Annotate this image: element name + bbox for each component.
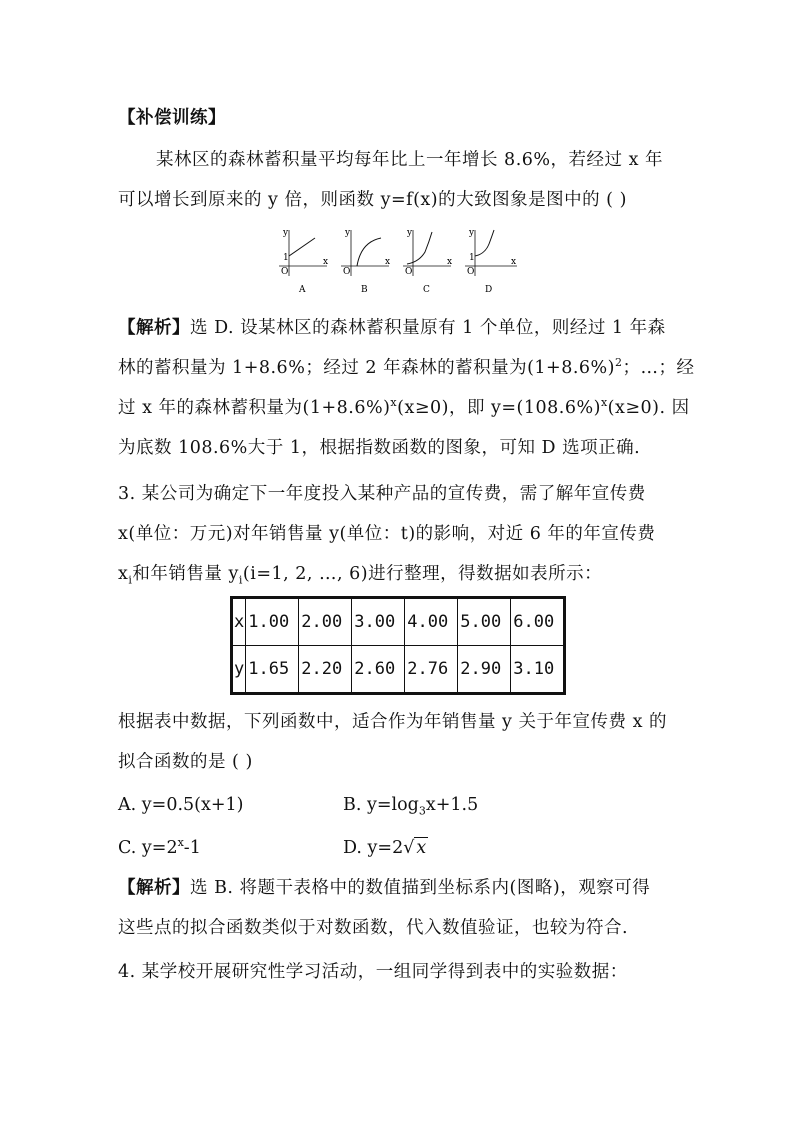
problem3-line3-a: x: [118, 564, 129, 584]
fig-b-y-label: y: [345, 228, 351, 238]
table-cell: 1.00: [246, 598, 299, 646]
question3-line1: 根据表中数据，下列函数中，适合作为年销售量 y 关于年宣传费 x 的: [118, 712, 668, 732]
problem1-line1: 某林区的森林蓄积量平均每年比上一年增长 8.6%，若经过 x 年: [156, 150, 664, 170]
option-c-sup: x: [177, 836, 184, 850]
table-cell: 3.10: [511, 646, 565, 694]
option-c-b: -1: [183, 838, 201, 858]
fig-a-y-label: y: [283, 228, 289, 238]
fig-b-label: B: [361, 285, 368, 295]
fig-d-label: D: [485, 285, 493, 295]
table-cell: 2.76: [405, 646, 458, 694]
table-cell: 1.65: [246, 646, 299, 694]
problem3-line1: 3. 某公司为确定下一年度投入某种产品的宣传费，需了解年宣传费: [118, 484, 646, 504]
option-c-a: C. y=2: [118, 838, 178, 858]
option-d: [343, 836, 428, 860]
analysis1-line4: 为底数 108.6%大于 1，根据指数函数的图象，可知 D 选项正确.: [118, 438, 641, 458]
problem1-line2: 可以增长到原来的 y 倍，则函数 y=f(x)的大致图象是图中的 ( ): [118, 190, 627, 210]
fig-a-origin: O: [281, 267, 289, 277]
fig-c-label: C: [423, 285, 430, 295]
table-cell: 2.00: [299, 598, 352, 646]
analysis3-line1: [118, 876, 650, 900]
analysis1-line1-text: 选 D. 设某林区的森林蓄积量原有 1 个单位，则经过 1 年森: [190, 318, 666, 338]
problem3-line3-b: 和年销售量 y: [132, 564, 239, 584]
section-heading: 【补偿训练】: [118, 108, 226, 128]
analysis3-tag: 【解析】: [118, 878, 190, 898]
analysis1-line3-c: (x≥0). 因: [607, 398, 690, 418]
analysis1-line3-sup2: x: [600, 396, 608, 410]
analysis1-line3-b: (x≥0)，即 y=(108.6%): [397, 398, 601, 418]
table-cell: 4.00: [405, 598, 458, 646]
fig-b-x-label: x: [385, 257, 391, 267]
option-c: [118, 836, 201, 860]
data-table: [230, 596, 566, 695]
problem3-line3-c: (i=1, 2, …, 6)进行整理，得数据如表所示：: [242, 564, 603, 584]
problem3-line3: [118, 562, 602, 586]
option-b-a: B. y=log: [343, 795, 419, 815]
fig-c-x-label: x: [447, 257, 453, 267]
table-row: [232, 646, 565, 694]
option-a: A. y=0.5(x+1): [118, 795, 244, 815]
option-d-radicand: x: [416, 838, 427, 858]
option-b: [343, 793, 478, 817]
fig-d-tick: 1: [469, 253, 475, 263]
fig-a-x-label: x: [323, 257, 329, 267]
analysis3-line2: 这些点的拟合函数类似于对数函数，代入数值验证，也较为符合.: [118, 918, 629, 938]
option-b-b: x+1.5: [425, 795, 479, 815]
table-cell: 2.60: [352, 646, 405, 694]
table-cell: 2.20: [299, 646, 352, 694]
fig-c-y-label: y: [407, 228, 413, 238]
figure-d: [465, 228, 517, 295]
table-cell: 5.00: [458, 598, 511, 646]
analysis1-line2: [118, 356, 695, 380]
graph-figures: [275, 226, 520, 296]
fig-b-origin: O: [343, 267, 351, 277]
analysis3-line1-text: 选 B. 将题干表格中的数值描到坐标系内(图略)，观察可得: [190, 878, 651, 898]
fig-d-origin: O: [467, 267, 475, 277]
figure-c: [403, 228, 452, 295]
problem3-line3-sub1: i: [128, 573, 133, 587]
problem4-line1: 4. 某学校开展研究性学习活动，一组同学得到表中的实验数据：: [118, 962, 628, 982]
question3-line2: 拟合函数的是 ( ): [118, 752, 253, 772]
fig-a-tick: 1: [283, 253, 289, 263]
table-row: [232, 598, 565, 646]
analysis1-tag: 【解析】: [118, 318, 190, 338]
analysis1-line3-sup1: x: [390, 396, 398, 410]
sqrt-symbol: √ x: [403, 838, 427, 858]
fig-d-y-label: y: [469, 228, 475, 238]
option-d-a: D. y=2: [343, 838, 404, 858]
fig-d-x-label: x: [511, 257, 517, 267]
table-cell-header: y: [232, 646, 246, 694]
analysis1-line2-b: ；…；经: [622, 358, 695, 378]
problem3-line3-sub2: i: [238, 573, 243, 587]
analysis1-line2-sup: 2: [615, 356, 623, 370]
figure-a: [279, 228, 328, 295]
option-b-sub: 3: [418, 804, 426, 818]
problem3-line2: x(单位：万元)对年销售量 y(单位：t)的影响，对近 6 年的年宣传费: [118, 524, 656, 544]
figure-b: [341, 228, 390, 295]
table-cell: 3.00: [352, 598, 405, 646]
analysis1-line3-a: 过 x 年的森林蓄积量为(1+8.6%): [118, 398, 391, 418]
analysis1-line1: [118, 316, 666, 340]
analysis1-line2-a: 林的蓄积量为 1+8.6%；经过 2 年森林的蓄积量为(1+8.6%): [118, 358, 615, 378]
analysis1-line3: [118, 396, 690, 420]
table-cell: 6.00: [511, 598, 565, 646]
fig-a-label: A: [299, 285, 306, 295]
fig-c-origin: O: [405, 267, 413, 277]
table-cell: 2.90: [458, 646, 511, 694]
table-cell-header: x: [232, 598, 246, 646]
